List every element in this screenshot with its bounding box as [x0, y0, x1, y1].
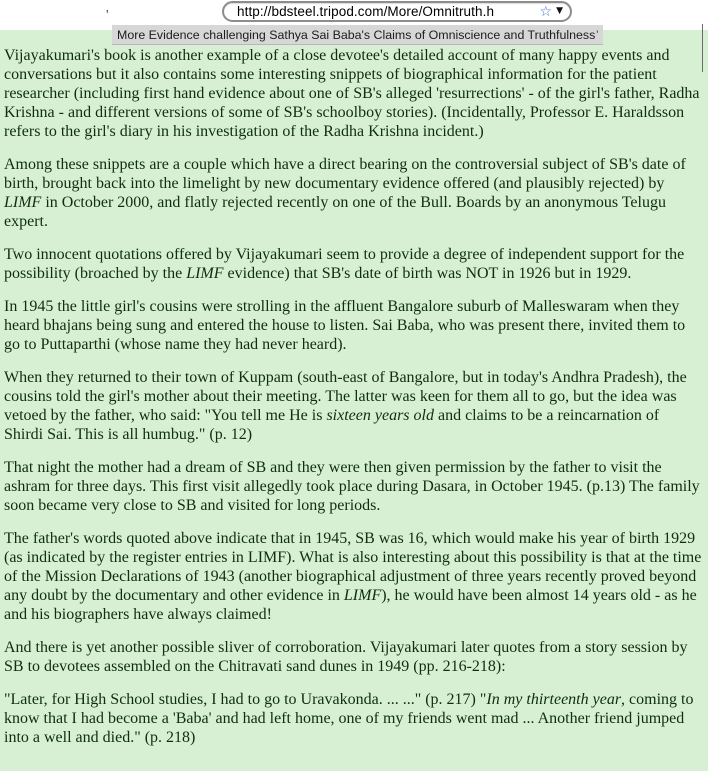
page-title-bar	[112, 25, 603, 45]
page-title-text: More Evidence challenging Sathya Sai Baba's Claims of Omniscience and Truthfulness	[117, 27, 596, 42]
title-trailing-mark: '	[596, 28, 599, 41]
bookmark-star-icon[interactable]: ☆	[539, 3, 553, 20]
paragraph: When they returned to their town of Kuppam (south-east of Bangalore, but in today's Andhra Pradesh), the cousins told the girl's mother about their meeting. The latter was keen for them all to go, but the idea was vetoed by the father, who said: "You tell me He is sixteen years old and claims to be a reincarnation of Shirdi Sai. This is all humbug." (p. 12)	[4, 369, 687, 443]
url-text[interactable]: http://bdsteel.tripod.com/More/Omnitruth.h	[237, 4, 495, 19]
paragraph: In 1945 the little girl's cousins were strolling in the affluent Bangalore suburb of Malleswaram when they heard bhajans being sung and entered the house to listen. Sai Baba, who was present there, invited them to go to Puttaparthi (whose name they had never heard).	[4, 298, 686, 353]
paragraph: "Later, for High School studies, I had to go to Uravakonda. ... ..." (p. 217) "In my thirteenth year, coming to know that I had become a 'Baba' and had left home, one of my friends went mad ... Another friend jumped into a well and died." (p. 218)	[4, 691, 694, 746]
dropdown-arrow-icon[interactable]: ▼	[556, 6, 563, 16]
text-caret	[702, 24, 703, 72]
paragraph: Two innocent quotations offered by Vijayakumari seem to provide a degree of independent support for the possibility (broached by the LIMF evidence) that SB's date of birth was NOT in 1926 but in 1929.	[4, 246, 685, 282]
page-content	[0, 27, 708, 771]
paragraph: The father's words quoted above indicate that in 1945, SB was 16, which would make his year of birth 1929 (as indicated by the register entries in LIMF). What is also interesting about this possibility is that at the time of the Mission Declarations of 1943 (another biographical adjustment of three years recently proved beyond any doubt by the documentary and other evidence in LIMF), he would have been almost 14 years old - as he and his biographers have always claimed!	[4, 530, 702, 623]
paragraph: And there is yet another possible sliver of corroboration. Vijayakumari later quotes from a story session by SB to devotees assembled on the Chitravati sand dunes in 1949 (pp. 216-218):	[4, 639, 688, 675]
stray-mark: '	[106, 8, 109, 23]
paragraph: Among these snippets are a couple which have a direct bearing on the controversial subject of SB's date of birth, brought back into the limelight by new documentary evidence offered (and plausibly rejected) by LIMF in October 2000, and flatly rejected recently on one of the Bull. Boards by an anonymous Telugu expert.	[4, 156, 686, 230]
address-bar[interactable]	[222, 1, 572, 22]
paragraph: That night the mother had a dream of SB and they were then given permission by the father to visit the ashram for three days. This first visit allegedly took place during Dasara, in October 1945. (p.13) The family soon became very close to SB and visited for long periods.	[4, 459, 700, 514]
paragraph: Vijayakumari's book is another example of a close devotee's detailed account of many happy events and conversations but it also contains some interesting snippets of biographical information for the patient researcher (including first hand evidence about one of SB's alleged 'resurrections' - of the girl's father, Radha Krishna - and different versions of some of SB's schoolboy stories). (Incidentally, Professor E. Haraldsson refers to the girl's diary in his investigation of the Radha Krishna incident.)	[4, 47, 700, 140]
